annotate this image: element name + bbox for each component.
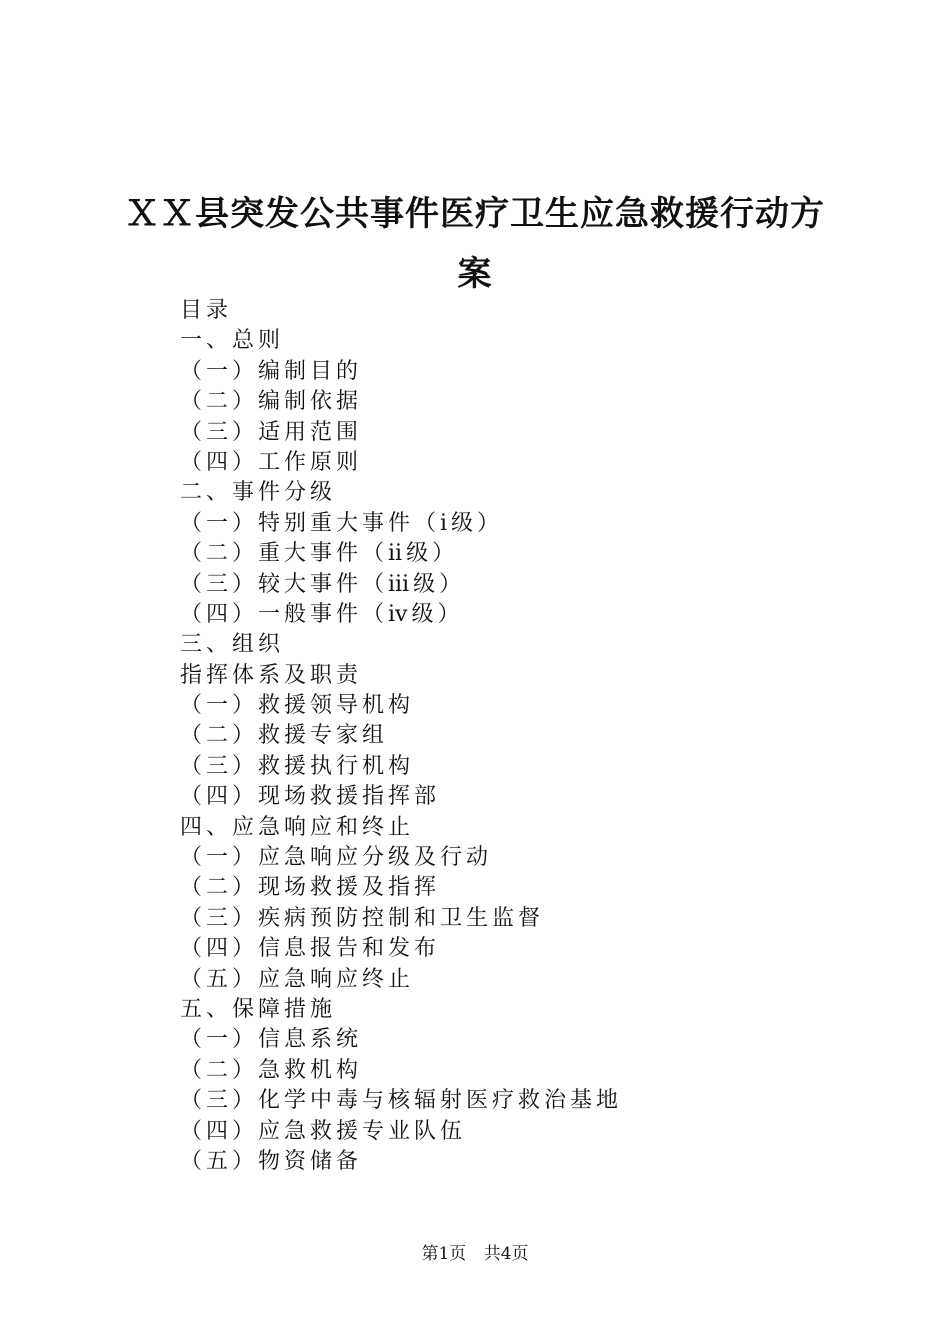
toc-item: 三、组织: [180, 632, 285, 658]
toc-item: （三）较大事件（ⅲ级）: [180, 571, 466, 597]
table-of-contents: [180, 296, 622, 1177]
toc-item: （一）救援领导机构: [180, 693, 415, 719]
toc-item: 五、保障措施: [180, 996, 337, 1022]
toc-item: （二）重大事件（ⅱ级）: [180, 541, 459, 567]
toc-item: 指挥体系及职责: [180, 662, 363, 688]
toc-item: （一）信息系统: [180, 1027, 363, 1053]
toc-item: （三）救援执行机构: [180, 753, 415, 779]
toc-item: （一）特别重大事件（ⅰ级）: [180, 510, 504, 536]
toc-item: （四）信息报告和发布: [180, 936, 441, 962]
page-footer: [0, 1242, 950, 1266]
toc-item: 一、总则: [180, 328, 285, 354]
toc-item: （二）编制依据: [180, 389, 363, 415]
toc-item: （三）化学中毒与核辐射医疗救治基地: [180, 1088, 623, 1114]
toc-item: （四）工作原则: [180, 449, 363, 475]
toc-item: （三）适用范围: [180, 419, 363, 445]
toc-heading: 目录: [180, 298, 233, 323]
toc-item: （二）急救机构: [180, 1057, 363, 1083]
toc-item: （三）疾病预防控制和卫生监督: [180, 905, 545, 931]
toc-item: （五）应急响应终止: [180, 966, 415, 992]
toc-item: （二）救援专家组: [180, 723, 389, 749]
toc-item: （四）应急救援专业队伍: [180, 1118, 467, 1144]
page-total: 共4页: [483, 1244, 529, 1264]
toc-item: （四）一般事件（ⅳ级）: [180, 601, 464, 627]
toc-item: （四）现场救援指挥部: [180, 784, 441, 810]
page-number: 第1页: [421, 1244, 467, 1264]
toc-item: 四、应急响应和终止: [180, 814, 415, 840]
toc-item: 二、事件分级: [180, 480, 337, 506]
toc-item: （一）编制目的: [180, 358, 363, 384]
toc-item: （一）应急响应分级及行动: [180, 845, 493, 871]
toc-item: （二）现场救援及指挥: [180, 875, 441, 901]
document-title: ＸＸ县突发公共事件医疗卫生应急救援行动方案: [125, 194, 825, 294]
toc-item: （五）物资储备: [180, 1148, 363, 1174]
